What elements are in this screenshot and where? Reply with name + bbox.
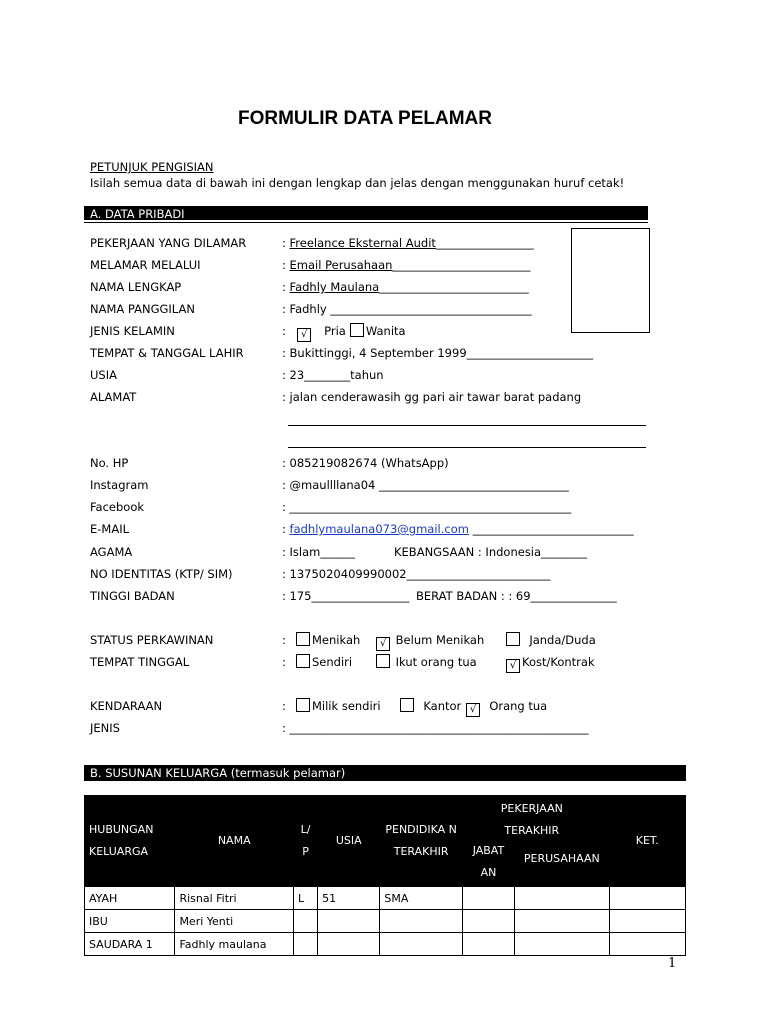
field-label: No. HP <box>90 456 129 470</box>
instructions-text: Isilah semua data di bawah ini dengan lengkap dan jelas dengan menggunakan huruf cetak! <box>90 176 625 190</box>
cell-position <box>462 887 514 910</box>
option-label: Orang tua <box>489 699 548 713</box>
field-value: : Islam______ <box>282 545 355 559</box>
cell-education <box>380 933 462 956</box>
address-value: jalan cenderawasih gg pari air tawar barat padang <box>289 390 582 404</box>
option-label: Kantor <box>423 699 462 713</box>
table-row <box>85 887 686 910</box>
col-company: PERUSAHAAN <box>523 852 600 865</box>
position-value: Freelance Eksternal Audit <box>289 236 436 250</box>
cell-note <box>609 887 685 910</box>
col-relation: HUBUNGAN KELUARGA <box>85 796 175 887</box>
field-value: : ____________________________________________________ <box>282 721 589 735</box>
section-divider <box>84 222 648 223</box>
field-value: : 1375020409990002_________________________ <box>282 567 551 581</box>
field-value: : 23________tahun <box>282 368 384 382</box>
nationality-value: KEBANGSAAN : Indonesia________ <box>394 545 588 559</box>
cell-relation: IBU <box>85 910 175 933</box>
photo-box <box>571 228 650 333</box>
cell-note <box>609 933 685 956</box>
cell-lp <box>294 933 318 956</box>
form-title: FORMULIR DATA PELAMAR <box>237 108 492 129</box>
option-kost-kontrak[interactable] <box>502 653 595 673</box>
field-label: STATUS PERKAWINAN <box>90 633 214 647</box>
instagram-value: @maullllana04 _________________________________ <box>289 478 569 492</box>
family-table <box>84 795 686 956</box>
blank-line: ________________________ <box>392 258 531 272</box>
family-table-body <box>85 887 686 956</box>
field-label: NAMA LENGKAP <box>90 280 182 294</box>
field-label: Facebook <box>90 500 145 514</box>
section-b-header: B. SUSUNAN KELUARGA (termasuk pelamar) <box>84 765 686 781</box>
option-label: Menikah <box>312 633 361 647</box>
table-row <box>85 910 686 933</box>
field-label: TINGGI BADAN <box>90 589 175 603</box>
field-label: AGAMA <box>90 545 133 559</box>
col-education: PENDIDIKA N TERAKHIR <box>380 796 462 887</box>
address-blank-line <box>288 425 646 426</box>
field-label: KENDARAAN <box>90 699 163 713</box>
col-job-company <box>500 796 609 887</box>
cell-relation: AYAH <box>85 887 175 910</box>
full-name-value: Fadhly Maulana <box>289 280 380 294</box>
checkbox-pria[interactable]: √ <box>297 328 311 342</box>
option-belum-menikah[interactable] <box>372 631 484 651</box>
cell-age <box>318 933 380 956</box>
section-a-header: A. DATA PRIBADI <box>84 206 648 222</box>
field-label: USIA <box>90 368 117 382</box>
nickname-value: Fadhly ___________________________________ <box>289 302 532 316</box>
option-label: Kost/Kontrak <box>522 655 595 669</box>
via-value: Email Perusahaan <box>289 258 393 272</box>
checkbox-wanita[interactable] <box>350 323 364 337</box>
col-lp: L/ P <box>294 796 318 887</box>
field-label: E-MAIL <box>90 522 130 536</box>
field-label: MELAMAR MELALUI <box>90 258 201 272</box>
field-value: : <box>282 655 286 669</box>
checkbox-checked[interactable]: √ <box>376 637 390 651</box>
option-label: Wanita <box>365 324 406 338</box>
age-value: 23________tahun <box>289 368 384 382</box>
cell-age <box>318 910 380 933</box>
checkbox[interactable] <box>400 698 414 712</box>
cell-company <box>515 910 609 933</box>
field-value: : <box>282 699 286 713</box>
table-row <box>85 933 686 956</box>
checkbox[interactable] <box>296 654 310 668</box>
address-blank-line <box>288 447 646 448</box>
cell-note <box>609 910 685 933</box>
option-label: Janda/Duda <box>529 633 596 647</box>
checkbox-checked[interactable]: √ <box>466 703 480 717</box>
instructions-heading: PETUNJUK PENGISIAN <box>90 160 214 174</box>
cell-position <box>462 910 514 933</box>
page-number: 1 <box>668 956 677 971</box>
field-value: : fadhlymaulana073@gmail.com ____________________________ <box>282 522 634 536</box>
cell-name: Meri Yenti <box>175 910 294 933</box>
field-label: ALAMAT <box>90 390 137 404</box>
cell-lp: L <box>294 887 318 910</box>
option-janda-duda[interactable] <box>502 631 596 649</box>
blank-line: ____________________________ <box>468 522 634 536</box>
col-name: NAMA <box>175 796 294 887</box>
blank-line: _________________ <box>435 236 534 250</box>
field-value: : 085219082674 (WhatsApp) <box>282 456 449 470</box>
birth-value: Bukittinggi, 4 September 1999______________________ <box>289 346 594 360</box>
cell-education <box>380 910 462 933</box>
option-label: Milik sendiri <box>312 699 381 713</box>
height-value: 175_________________ <box>289 589 410 603</box>
option-label: Sendiri <box>312 655 353 669</box>
field-value: : 175_________________ <box>282 589 410 603</box>
option-orang-tua[interactable] <box>462 697 547 717</box>
field-value: : Email Perusahaan________________________ <box>282 258 531 272</box>
field-value: : jalan cenderawasih gg pari air tawar barat padang <box>282 390 582 404</box>
option-menikah[interactable] <box>292 631 360 649</box>
cell-company <box>515 887 609 910</box>
field-value: : _________________________________________________ <box>282 500 572 514</box>
field-label: NAMA PANGGILAN <box>90 302 195 316</box>
col-position: JABAT AN <box>462 796 514 887</box>
option-label: Pria <box>324 324 346 338</box>
cell-name: Risnal Fitri <box>175 887 294 910</box>
option-sendiri[interactable] <box>292 653 352 671</box>
field-value: : √ Pria Wanita <box>282 324 406 340</box>
field-label: NO IDENTITAS (KTP/ SIM) <box>90 567 233 581</box>
option-milik-sendiri[interactable] <box>292 697 381 715</box>
field-label: JENIS <box>90 721 120 735</box>
col-note: KET. <box>609 796 685 887</box>
cell-age: 51 <box>318 887 380 910</box>
cell-company <box>515 933 609 956</box>
field-value: : Freelance Eksternal Audit_________________ <box>282 236 534 250</box>
col-job: PEKERJAAN TERAKHIR <box>500 802 563 837</box>
blank-line: __________________________ <box>379 280 529 294</box>
field-value: : Bukittinggi, 4 September 1999______________________ <box>282 346 594 360</box>
checkbox[interactable] <box>376 654 390 668</box>
cell-name: Fadhly maulana <box>175 933 294 956</box>
id-number-value: 1375020409990002_________________________ <box>289 567 551 581</box>
field-label: Instagram <box>90 478 149 492</box>
cell-position <box>462 933 514 956</box>
option-kantor[interactable] <box>396 697 461 715</box>
option-ikut-orang-tua[interactable] <box>372 653 477 671</box>
religion-value: Islam______ <box>289 545 355 559</box>
checkbox[interactable] <box>296 632 310 646</box>
field-label: PEKERJAAN YANG DILAMAR <box>90 236 247 250</box>
field-label: JENIS KELAMIN <box>90 324 175 338</box>
checkbox[interactable] <box>296 698 310 712</box>
cell-lp <box>294 910 318 933</box>
facebook-value: _________________________________________________ <box>289 500 572 514</box>
option-label: Belum Menikah <box>395 633 485 647</box>
vehicle-type-value: ____________________________________________________ <box>289 721 589 735</box>
cell-relation: SAUDARA 1 <box>85 933 175 956</box>
cell-education: SMA <box>380 887 462 910</box>
field-value: : @maullllana04 _________________________________ <box>282 478 569 492</box>
col-age: USIA <box>318 796 380 887</box>
email-link[interactable]: fadhlymaulana073@gmail.com <box>289 522 469 536</box>
phone-value: 085219082674 (WhatsApp) <box>289 456 449 470</box>
field-label: TEMPAT TINGGAL <box>90 655 190 669</box>
field-value: : <box>282 633 286 647</box>
field-value: : Fadhly ___________________________________ <box>282 302 532 316</box>
checkbox-checked[interactable]: √ <box>506 659 520 673</box>
option-label: Ikut orang tua <box>395 655 477 669</box>
checkbox[interactable] <box>506 632 520 646</box>
weight-value: BERAT BADAN : : 69_______________ <box>416 589 617 603</box>
field-label: TEMPAT & TANGGAL LAHIR <box>90 346 244 360</box>
field-value: : Fadhly Maulana__________________________ <box>282 280 529 294</box>
